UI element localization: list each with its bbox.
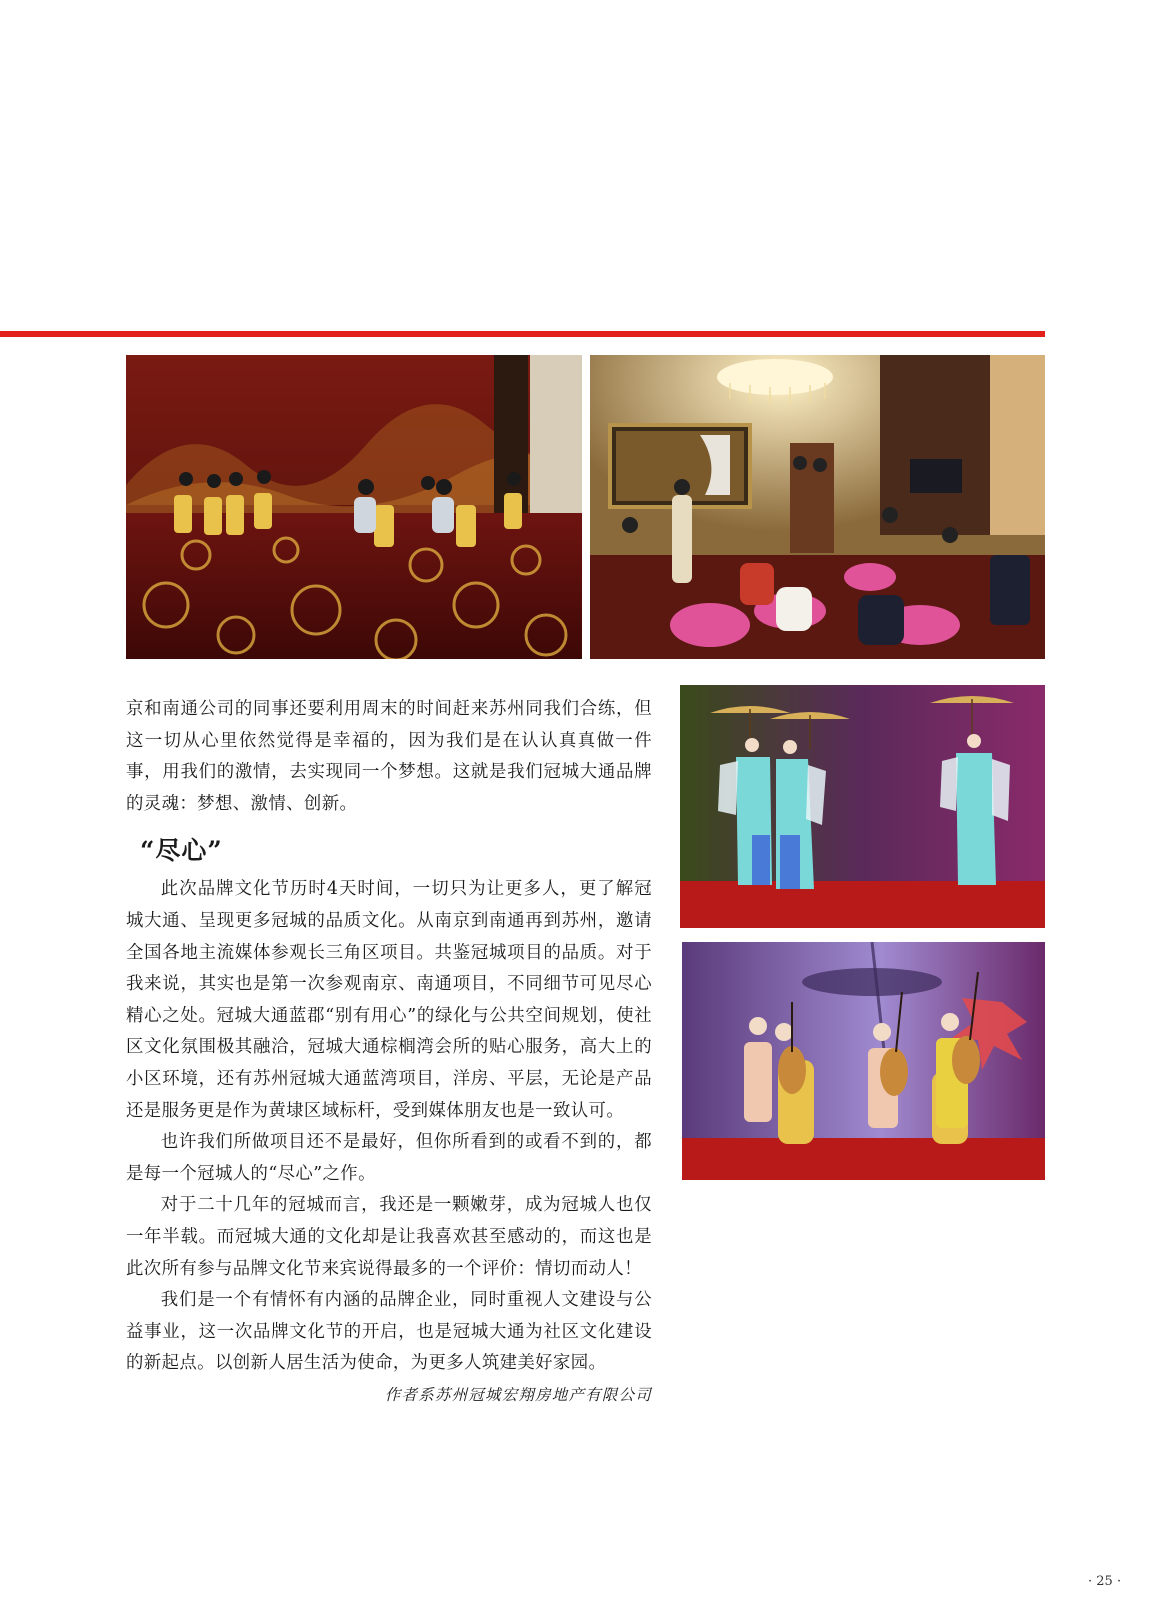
photo-umbrella-dancers-stage: [680, 685, 1045, 928]
photo-pipa-ensemble-hall: [126, 355, 582, 659]
photo-backstage-dressing-room: [590, 355, 1045, 659]
intro-paragraph: 京和南通公司的同事还要利用周末的时间赶来苏州同我们合练，但这一切从心里依然觉得是幸福的，因为我们是在认认真真做一件事，用我们的激情，去实现同一个梦想。这就是我们冠城大通品牌的灵魂：梦想、激情、创新。: [126, 699, 652, 814]
section-heading: “尽心”: [140, 836, 223, 866]
paragraph: 也许我们所做项目还不是最好，但你所看到的或看不到的，都是每一个冠城人的“尽心”之作。: [126, 1132, 652, 1184]
article-body: [126, 694, 652, 1411]
paragraph: 对于二十几年的冠城而言，我还是一颗嫩芽，成为冠城人也仅一年半载。而冠城大通的文化却是让我喜欢甚至感动的，而这也是此次所有参与品牌文化节来宾说得最多的一个评价：情切而动人！: [126, 1195, 652, 1279]
paragraph: 我们是一个有情怀有内涵的品牌企业，同时重视人文建设与公益事业，这一次品牌文化节的开启，也是冠城大通为社区文化建设的新起点。以创新人居生活为使命，为更多人筑建美好家园。: [126, 1290, 652, 1374]
paragraph: 此次品牌文化节历时4天时间，一切只为让更多人，更了解冠城大通、呈现更多冠城的品质文化。从南京到南通再到苏州，邀请全国各地主流媒体参观长三角区项目。共鉴冠城项目的品质。对于我来说，其实也是第一次参观南京、南通项目，不同细节可见尽心精心之处。冠城大通蓝郡“别有用心”的绿化与公共空间规划，使社区文化氛围极其融洽，冠城大通棕榈湾会所的贴心服务，高大上的小区环境，还有苏州冠城大通蓝湾项目，洋房、平层，无论是产品还是服务更是作为黄埭区域标杆，受到媒体朋友也是一致认可。: [126, 879, 652, 1121]
red-divider-rule: [0, 331, 1045, 337]
page-number: · 25 ·: [1088, 1574, 1122, 1589]
author-byline: 作者系苏州冠城宏翔房地产有限公司: [384, 1385, 652, 1404]
photo-pipa-players-stage: [682, 942, 1045, 1180]
